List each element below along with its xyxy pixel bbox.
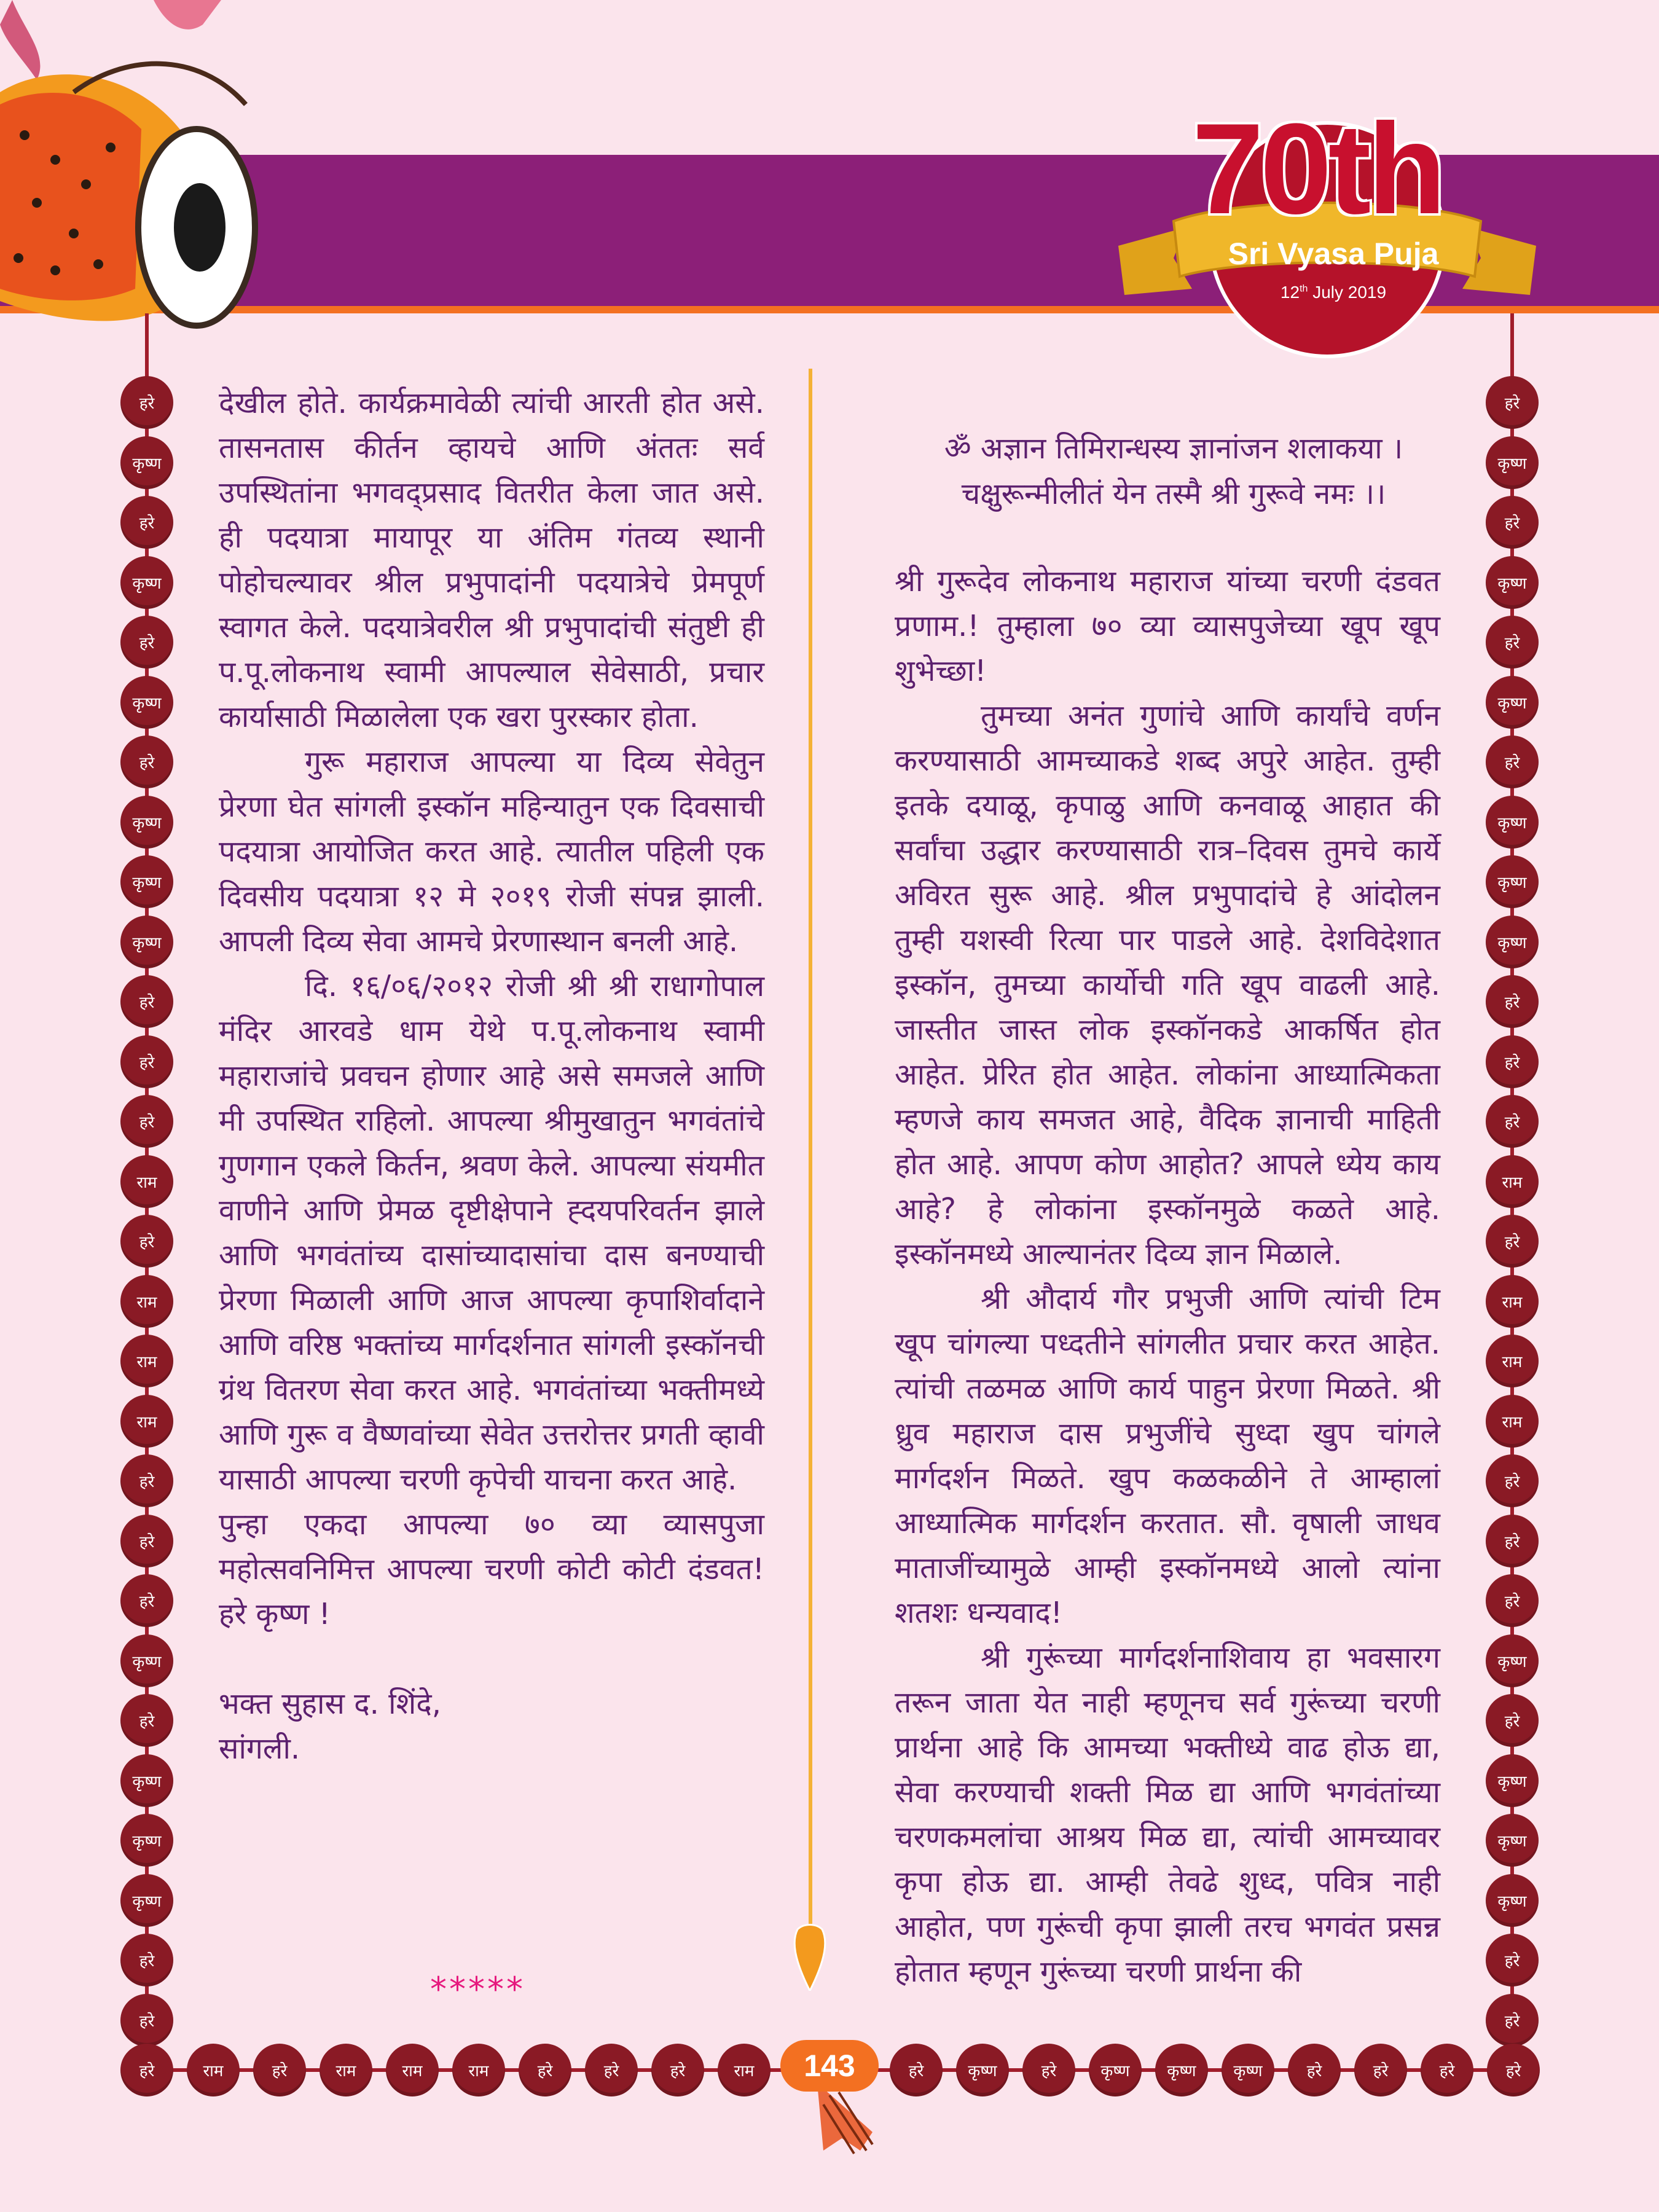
mantra-bead: हरे [120, 975, 173, 1028]
mantra-bead: हरे [120, 735, 173, 788]
mantra-bead: राम [187, 2044, 240, 2096]
mantra-bead: राम [120, 1155, 173, 1208]
mantra-bead: राम [718, 2044, 771, 2096]
mantra-bead: राम [120, 1275, 173, 1328]
closing-stars: ***** [430, 1970, 525, 2009]
mantra-bead: हरे [120, 1574, 173, 1627]
mantra-bead: कृष्ण [1486, 676, 1539, 729]
mantra-bead: हरे [890, 2044, 943, 2096]
tilak-drop-icon [791, 1923, 828, 1991]
signature-place: सांगली. [219, 1732, 300, 1766]
mantra-bead: हरे [120, 1035, 173, 1088]
mantra-bead: हरे [120, 376, 173, 429]
mantra-bead: राम [452, 2044, 505, 2096]
page-number: 143 [780, 2040, 879, 2092]
mantra-bead: हरे [120, 1694, 173, 1747]
conch-ornament-icon [811, 2083, 885, 2157]
mantra-bead: हरे [1486, 735, 1539, 788]
mantra-bead: हरे [1486, 1994, 1539, 2047]
mantra-bead: कृष्ण [120, 1814, 173, 1867]
mantra-bead: राम [1486, 1155, 1539, 1208]
mantra-bead: हरे [120, 1515, 173, 1567]
mantra-bead: कृष्ण [1486, 1754, 1539, 1807]
mantra-bead: कृष्ण [120, 916, 173, 968]
mantra-bead: हरे [1486, 616, 1539, 669]
mantra-bead: हरे [1486, 1095, 1539, 1148]
left-paragraph-3: दि. १६/०६/२०१२ रोजी श्री श्री राधागोपाल मंदिर आरवडे धाम येथे प.पू.लोकनाथ स्वामी महाराजांचे प्रवचन होणार आहे असे समजले आणि मी उपस्थित राहिलो. आपल्या श्रीमुखातुन भगवंतांचे गुणगान एकले किर्तन, श्रवण केले. आपल्या संयमीत वाणीने आणि प्रेमळ दृष्टीक्षेपाने ह्दयपरिवर्तन झाले आणि भगवंतांच्य दासांच्यादासांचा दास बनण्याची प्रेरणा मिळाली आणि आज आपल्या कृपाशिर्वादाने आणि वरिष्ठ भक्तांच्य मार्गदर्शनात सांगली इस्कॉनची ग्रंथ वितरण सेवा करत आहे. भगवंतांच्या भक्तीमध्ये आणि गुरू व वैष्णवांच्या सेवेत उत्तरोत्तर प्रगती व्हावी यासाठी आपल्या चरणी कृपेची याचना करत आहे. [219, 969, 764, 1497]
mantra-bead: हरे [1486, 1934, 1539, 1986]
mantra-bead: हरे [120, 1934, 173, 1986]
mantra-bead: राम [320, 2044, 372, 2096]
mantra-bead: हरे [120, 1994, 173, 2047]
mantra-bead: हरे [1486, 1454, 1539, 1507]
mantra-bead: हरे [1486, 975, 1539, 1028]
signature-name: भक्त सुहास द. शिंदे, [219, 1687, 441, 1721]
mantra-bead: राम [386, 2044, 439, 2096]
mantra-bead: हरे [120, 1215, 173, 1268]
mantra-bead: हरे [1421, 2044, 1473, 2096]
mantra-bead: हरे [1486, 1574, 1539, 1627]
mantra-bead: राम [1486, 1335, 1539, 1387]
badge-number: 70th [1192, 96, 1443, 241]
mantra-bead: कृष्ण [1089, 2044, 1142, 2096]
right-column [895, 559, 1440, 1994]
mantra-bead: राम [1486, 1275, 1539, 1328]
right-paragraph-2: तुमच्या अनंत गुणांचे आणि कार्यांचे वर्णन करण्यासाठी आमच्याकडे शब्द अपुरे आहेत. तुम्ही इतके दयाळू, कृपाळु आणि कनवाळू आहात की सर्वांचा उद्धार करण्यासाठी रात्र–दिवस तुमचे कार्ये अविरत सुरू आहे. श्रील प्रभुपादांचे हे आंदोलन तुम्ही यशस्वी रित्या पार पाडले आहे. देशविदेशात इस्कॉन, तुमच्या कार्योची गति खूप वाढली आहे. जास्तीत जास्त लोक इस्कॉनकडे आकर्षित होत आहेत. प्रेरित होत आहेत. लोकांना आध्यात्मिकता म्हणजे काय समजत आहे, वैदिक ज्ञानाची माहिती होत आहे. आपण कोण आहोत? आपले ध्येय काय आहे? हे लोकांना इस्कॉनमुळे कळते आहे. इस्कॉनमध्ये आल्यानंतर दिव्य ज्ञान मिळाले. [895, 699, 1440, 1271]
mantra-bead: राम [120, 1335, 173, 1387]
mantra-bead: हरे [120, 1454, 173, 1507]
left-column [219, 381, 764, 1771]
mantra-bead: हरे [1486, 496, 1539, 549]
mantra-bead: हरे [1022, 2044, 1075, 2096]
right-paragraph-3: श्री औदार्य गौर प्रभुजी आणि त्यांची टिम खूप चांगल्या पध्दतीने सांगलीत प्रचार करत आहेत. त्यांची तळमळ आणि कार्य पाहुन प्रेरणा मिळते. श्री ध्रुव महाराज दास प्रभुजींचे सुध्दा खुप चांगले मार्गदर्शन मिळते. खुप कळकळीने ते आम्हालां आध्यात्मिक मार्गदर्शन करतात. सौ. वृषाली जाधव माताजींच्यामुळे आम्ही इस्कॉनमध्ये आलो त्यांना शतशः धन्यवाद! [895, 1282, 1440, 1630]
mantra-bead: हरे [1354, 2044, 1407, 2096]
mantra-line-2: चक्षुरून्मीलीतं येन तस्मै श्री गुरूवे नमः ।। [961, 477, 1386, 511]
mantra-bead: कृष्ण [1486, 1874, 1539, 1927]
mantra-bead: कृष्ण [120, 1874, 173, 1927]
mantra-bead: हरे [1486, 376, 1539, 429]
mantra-bead: हरे [1487, 2044, 1540, 2096]
mantra-bead: कृष्ण [120, 556, 173, 609]
mridanga-drum-illustration [0, 0, 283, 332]
mantra-bead: कृष्ण [120, 1754, 173, 1807]
mantra-bead: कृष्ण [1155, 2044, 1208, 2096]
left-paragraph-1: देखील होते. कार्यक्रमावेळी त्यांची आरती होत असे. तासनतास कीर्तन व्हायचे आणि अंततः सर्व उपस्थितांना भगवद्प्रसाद वितरीत केला जात असे. ही पदयात्रा मायापूर या अंतिम गंतव्य स्थानी पोहोचल्यावर श्रील प्रभुपादांनी पदयात्रेचे प्रेमपूर्ण स्वागत केले. पदयात्रेवरील श्री प्रभुपादांची संतुष्टी ही प.पू.लोकनाथ स्वामी आपल्याल सेवेसाठी, प्रचार कार्यासाठी मिळालेला एक खरा पुरस्कार होता. [219, 386, 765, 734]
mantra-bead: हरे [120, 2044, 173, 2096]
mantra-bead: कृष्ण [1486, 796, 1539, 849]
mantra-bead: हरे [1486, 1215, 1539, 1268]
mantra-bead: हरे [585, 2044, 638, 2096]
mantra-bead: राम [1486, 1395, 1539, 1448]
left-paragraph-2: गुरू महाराज आपल्या या दिव्य सेवेतुन प्रेरणा घेत सांगली इस्कॉन महिन्यातुन एक दिवसाची पदयात्रा आयोजित करत आहे. त्यातील पहिली एक दिवसीय पदयात्रा १२ मे २०१९ रोजी संपन्न झाली. आपली दिव्य सेवा आमचे प्रेरणास्थान बनली आहे. [219, 745, 764, 959]
mantra-bead: हरे [253, 2044, 306, 2096]
mantra-bead: राम [120, 1395, 173, 1448]
mantra-bead: हरे [120, 616, 173, 669]
right-paragraph-4: श्री गुरूंच्या मार्गदर्शनाशिवाय हा भवसारग तरून जाता येत नाही म्हणूनच सर्व गुरूंच्या चरणी प्रार्थना आहे कि आमच्या भक्तीध्ये वाढ होऊ द्या, सेवा करण्याची शक्ती मिळ द्या आणि भगवंतांच्या चरणकमलांचा आश्रय मिळ द्या, त्यांची आमच्यावर कृपा होऊ द्या. आम्ही तेवढे शुध्द, पवित्र नाही आहोत, पण गुरूंची कृपा झाली तरच भगवंत प्रसन्न होतात म्हणून गुरूंच्या चरणी प्रार्थना की [895, 1641, 1440, 1989]
right-paragraph-1: श्री गुरूदेव लोकनाथ महाराज यांच्या चरणी दंडवत प्रणाम.! तुम्हाला ७० व्या व्यासपुजेच्या खूप खूप शुभेच्छा! [895, 564, 1440, 688]
mantra-bead: हरे [1486, 1035, 1539, 1088]
mantra-bead: कृष्ण [1486, 855, 1539, 908]
mantra-bead: कृष्ण [1486, 436, 1539, 489]
mantra-bead: कृष्ण [120, 676, 173, 729]
badge-date: 12th July 2019 [1280, 283, 1387, 302]
mantra-bead: हरे [1486, 1515, 1539, 1567]
mantra-bead: कृष्ण [1486, 1634, 1539, 1687]
mantra-bead: कृष्ण [120, 1634, 173, 1687]
mantra-bead: हरे [651, 2044, 704, 2096]
mantra-bead: कृष्ण [120, 796, 173, 849]
mantra-bead: हरे [1288, 2044, 1341, 2096]
mantra-bead: हरे [1486, 1694, 1539, 1747]
mantra-bead: कृष्ण [1486, 916, 1539, 968]
mantra-line-1: ॐ अज्ञान तिमिरान्धस्य ज्ञानांजन शलाकया । [944, 431, 1403, 466]
mantra-bead: हरे [519, 2044, 571, 2096]
mantra-bead: कृष्ण [120, 855, 173, 908]
badge-title: Sri Vyasa Puja [1228, 237, 1439, 271]
signature-spacer [219, 1637, 764, 1682]
mantra-bead: कृष्ण [1486, 1814, 1539, 1867]
mantra-bead: कृष्ण [120, 436, 173, 489]
left-paragraph-4: पुन्हा एकदा आपल्या ७० व्या व्यासपुजा महोत्सवनिमित्त आपल्या चरणी कोटी कोटी दंडवत! हरे कृष्ण ! [219, 1507, 764, 1631]
mantra-bead: कृष्ण [956, 2044, 1009, 2096]
mantra-bead: हरे [120, 1095, 173, 1148]
column-divider [809, 369, 812, 1929]
mantra-bead: कृष्ण [1222, 2044, 1274, 2096]
mantra-bead: कृष्ण [1486, 556, 1539, 609]
mantra-bead: हरे [120, 496, 173, 549]
